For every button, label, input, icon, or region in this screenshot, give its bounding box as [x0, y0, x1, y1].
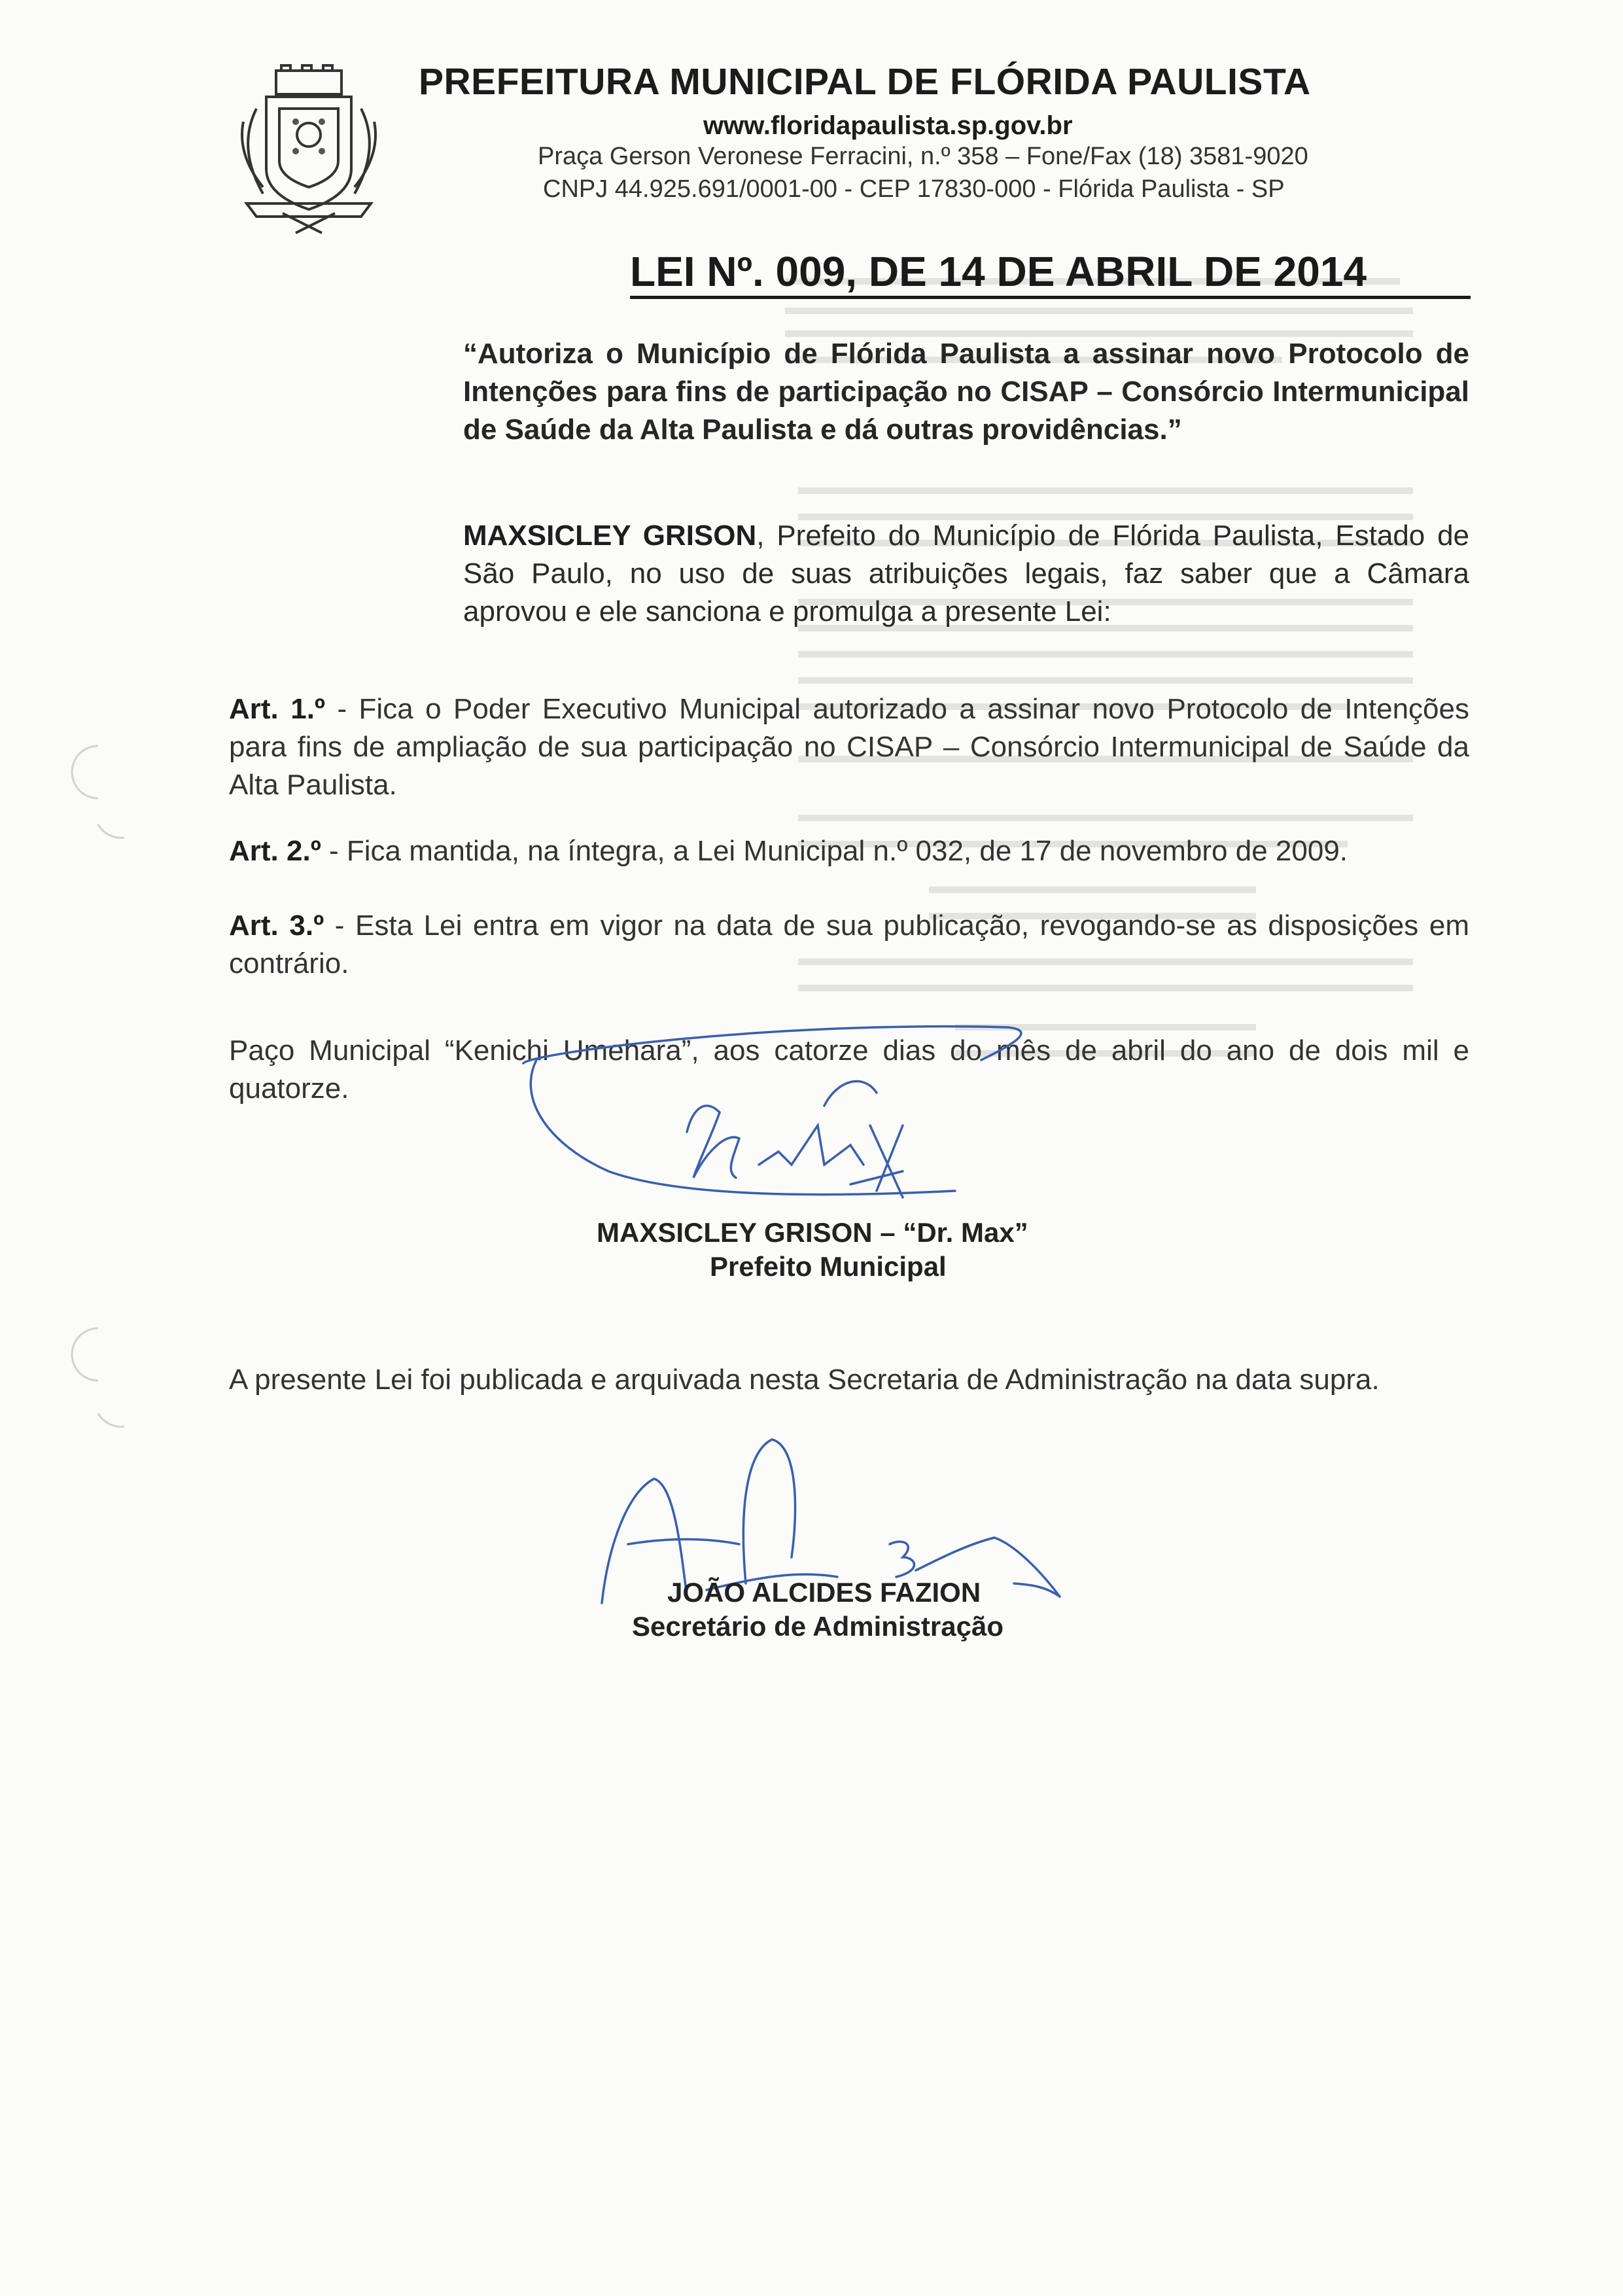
signatory-1-title: Prefeito Municipal — [710, 1251, 947, 1282]
cnpj-text: CNPJ 44.925.691/0001-00 - CEP 17830-000 - Flórida Paulista - SP — [543, 175, 1285, 203]
mayor-signature — [510, 1001, 1073, 1237]
signatory-2-name: JOÃO ALCIDES FAZION — [667, 1577, 981, 1608]
law-ementa: “Autoriza o Município de Flórida Paulista a assinar novo Protocolo de Intenções para fins de participação no CISAP – Consórcio Intermunicipal de Saúde da Alta Paulista e dá outras providências.” — [463, 338, 1469, 446]
article-label: Art. 1.º — [229, 693, 325, 725]
preamble-name: MAXSICLEY GRISON — [463, 520, 757, 552]
municipal-crest-icon — [230, 63, 387, 234]
signatory-1-name: MAXSICLEY GRISON – “Dr. Max” — [597, 1217, 1028, 1248]
signatory-2-title: Secretário de Administração — [632, 1611, 1003, 1642]
article-text: - Fica o Poder Executivo Municipal autorizado a assinar novo Protocolo de Intenções para fins de ampliação de sua participação no CISAP – Consórcio Intermunicipal de Saúde da Alta Paulista. — [229, 693, 1469, 801]
article-1 — [229, 690, 1469, 804]
article-label: Art. 3.º — [229, 910, 324, 942]
law-title: LEI Nº. 009, DE 14 DE ABRIL DE 2014 — [630, 248, 1367, 295]
website-text: www.floridapaulista.sp.gov.br — [703, 111, 1073, 140]
article-text: - Fica mantida, na íntegra, a Lei Municipal n.º 032, de 17 de novembro de 2009. — [321, 835, 1348, 867]
article-3 — [229, 907, 1469, 983]
article-text: - Esta Lei entra em vigor na data de sua publicação, revogando-se as disposições em contrário. — [229, 910, 1470, 980]
address-text: Praça Gerson Veronese Ferracini, n.º 358 – Fone/Fax (18) 3581-9020 — [538, 143, 1308, 170]
law-preamble — [463, 517, 1469, 631]
law-title-underline — [630, 296, 1471, 299]
municipality-title: PREFEITURA MUNICIPAL DE FLÓRIDA PAULISTA — [419, 61, 1311, 103]
punch-hole-marks — [65, 720, 144, 1505]
article-2 — [229, 832, 1469, 870]
article-label: Art. 2.º — [229, 835, 321, 867]
closing-text: Paço Municipal “Kenichi Umehara”, aos catorze dias do mês de abril do ano de dois mil e quatorze. — [229, 1034, 1469, 1104]
preamble-text: , Prefeito do Município de Flórida Paulista, Estado de São Paulo, no uso de suas atribuições legais, faz saber que a Câmara aprovou e ele sanciona e promulga a presente Lei: — [463, 520, 1470, 627]
publication-note: A presente Lei foi publicada e arquivada nesta Secretaria de Administração na data supra. — [229, 1364, 1380, 1396]
